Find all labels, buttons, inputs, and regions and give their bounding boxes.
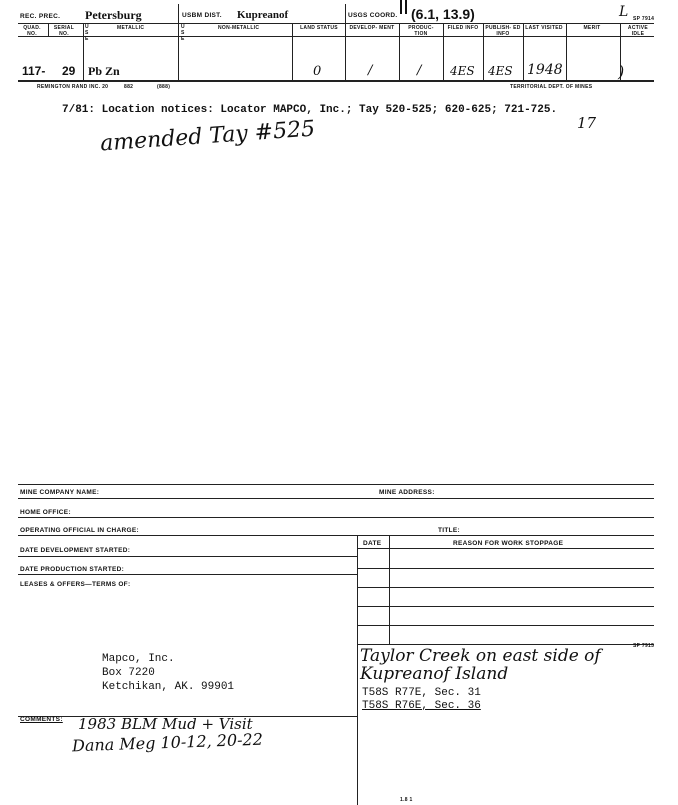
rule: [357, 606, 654, 607]
rule: [357, 548, 654, 549]
date-development-label: DATE DEVELOPMENT STARTED:: [20, 547, 131, 554]
last-visited-value: 1948: [527, 62, 563, 78]
date-production-label: DATE PRODUCTION STARTED:: [20, 566, 125, 573]
page-mark: 1.8 1: [400, 797, 413, 803]
date-column-header: DATE: [363, 540, 382, 547]
col-non-metallic: NON-METALLIC: [218, 25, 260, 31]
rule: [357, 625, 654, 626]
title-label: TITLE:: [438, 527, 461, 534]
comments-label: COMMENTS:: [20, 716, 63, 723]
divider: [389, 535, 390, 645]
col-last-visited: LAST VISITED: [525, 25, 563, 31]
col-active-idle: ACTIVE IDLE: [627, 25, 649, 37]
address-line: Ketchikan, AK. 99901: [102, 681, 235, 693]
address-line: Box 7220: [102, 667, 155, 679]
top-tick: [405, 0, 407, 14]
rule: [18, 80, 654, 82]
rule: [18, 484, 654, 485]
rule: [18, 498, 654, 499]
serial-value: 29: [62, 64, 76, 78]
development-value: /: [368, 63, 373, 78]
col-quad-no: QUAD. NO.: [23, 25, 41, 37]
col-development: DEVELOP- MENT: [349, 25, 395, 31]
printer-line: REMINGTON RAND INC. 20: [37, 84, 109, 90]
operating-official-label: OPERATING OFFICIAL IN CHARGE:: [20, 527, 139, 534]
form-number: SP 7914: [633, 16, 655, 22]
rule: [357, 587, 654, 588]
active-idle-value: ): [618, 62, 625, 81]
usbm-dist-value: Kupreanof: [237, 9, 289, 21]
divider: [357, 535, 358, 805]
col-land-status: LAND STATUS: [300, 25, 338, 31]
divider: [523, 24, 524, 80]
usgs-coord-value: (6.1, 13.9): [411, 6, 475, 22]
rule: [357, 568, 654, 569]
location-handwritten: Kupreanof Island: [360, 664, 509, 684]
divider: [48, 24, 49, 36]
divider: [483, 24, 484, 80]
col-merit: MERIT: [583, 25, 601, 31]
col-metallic: METALLIC: [117, 25, 145, 31]
divider: [566, 24, 567, 80]
reason-column-header: REASON FOR WORK STOPPAGE: [453, 540, 564, 547]
township-range: T58S R76E, Sec. 36: [362, 700, 481, 712]
usbm-dist-label: USBM DIST.: [182, 12, 222, 19]
rec-prec-value: Petersburg: [85, 8, 142, 22]
comment-line: 1983 BLM Mud + Visit: [78, 715, 253, 733]
col-filed-info: FILED INFO: [447, 25, 479, 31]
use-marker: U S E: [181, 24, 185, 42]
mine-company-name-label: MINE COMPANY NAME:: [20, 489, 100, 496]
rule: [357, 644, 654, 645]
top-tick: [400, 0, 402, 14]
printer-code: 882: [124, 84, 134, 90]
col-serial-no: SERIAL NO.: [53, 25, 75, 37]
col-published-info: PUBLISH- ED INFO: [485, 25, 521, 37]
amended-note: amended Tay #525: [99, 116, 316, 157]
address-line: Mapco, Inc.: [102, 653, 175, 665]
home-office-label: HOME OFFICE:: [20, 509, 71, 516]
divider: [399, 24, 400, 80]
divider: [292, 24, 293, 80]
col-production: PRODUC- TION: [408, 25, 434, 37]
corner-mark: L: [619, 4, 629, 20]
divider: [345, 4, 346, 80]
mine-address-label: MINE ADDRESS:: [379, 489, 435, 496]
land-status-value: 0: [313, 64, 322, 79]
form-number: SP 7915: [633, 643, 655, 649]
comment-line: Dana Meg 10-12, 20-22: [71, 729, 264, 756]
rule: [18, 517, 654, 518]
rule: [18, 23, 654, 24]
metallic-value: Pb Zn: [88, 64, 120, 78]
usgs-coord-label: USGS COORD.: [348, 12, 398, 19]
printer-code: (888): [157, 84, 171, 90]
rule: [18, 535, 654, 536]
production-value: /: [417, 63, 422, 78]
rule: [18, 574, 357, 575]
published-info-value: 4ES: [488, 64, 513, 78]
divider: [443, 24, 444, 80]
divider: [83, 24, 84, 80]
rec-prec-label: REC. PREC.: [20, 13, 61, 20]
quad-value: 117-: [22, 64, 46, 78]
divider: [178, 4, 179, 80]
use-marker: U S E: [85, 24, 89, 42]
location-handwritten: Taylor Creek on east side of: [360, 646, 601, 666]
location-notice-line: 7/81: Location notices: Locator MAPCO, Inc.; Tay 520-525; 620-625; 721-725.: [62, 104, 558, 116]
mark-17: 17: [577, 114, 597, 132]
filed-info-value: 4ES: [450, 64, 475, 78]
township-range: T58S R77E, Sec. 31: [362, 687, 481, 699]
department-line: TERRITORIAL DEPT. OF MINES: [510, 84, 593, 90]
leases-label: LEASES & OFFERS—TERMS OF:: [20, 581, 131, 588]
rule: [18, 36, 654, 37]
rule: [18, 556, 357, 557]
